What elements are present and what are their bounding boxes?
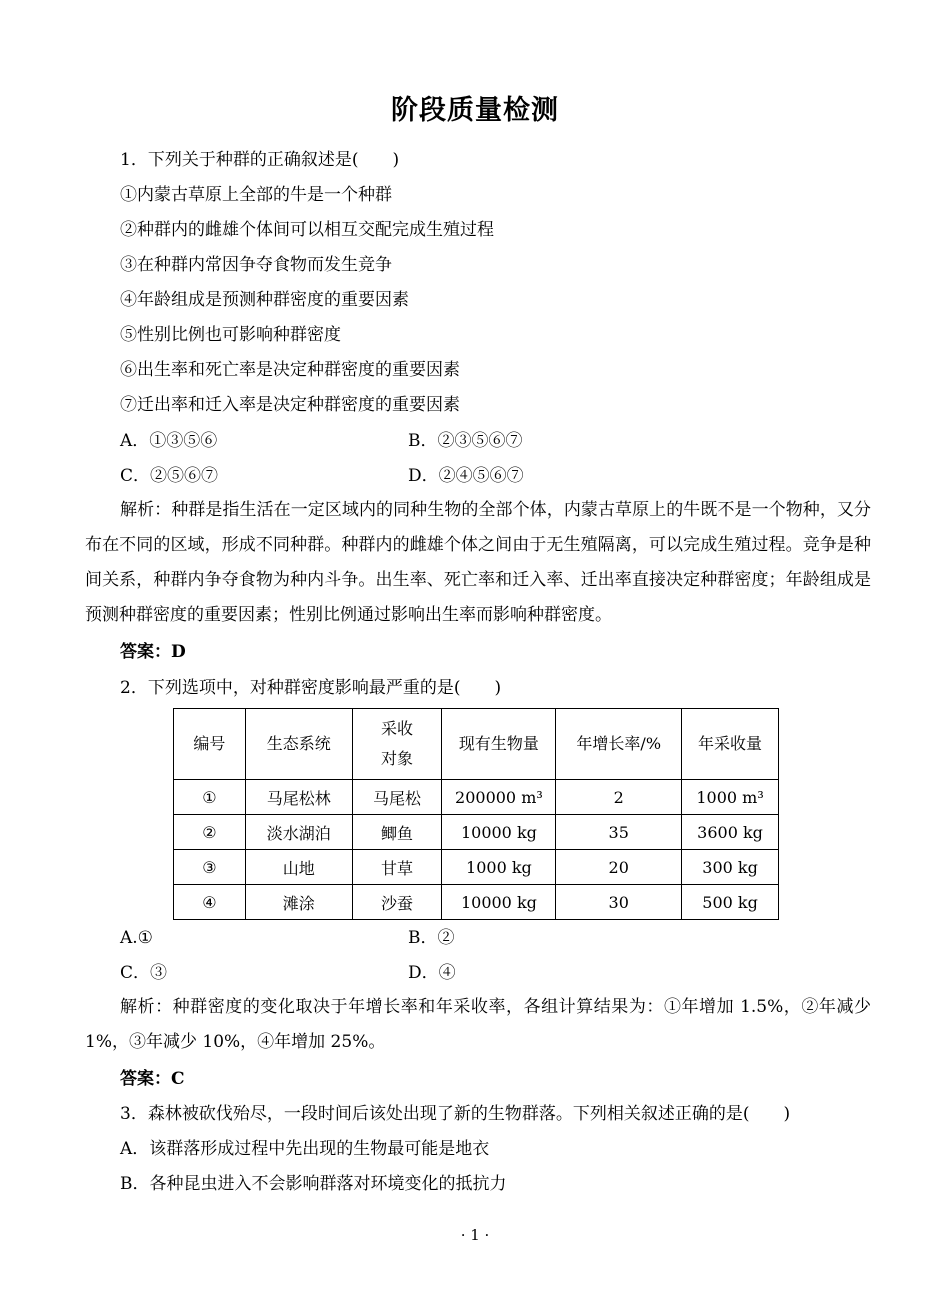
q1-option-b: B．②③⑤⑥⑦ [408, 431, 523, 451]
q2-analysis-text: 解析：种群密度的变化取决于年增长率和年采收率，各组计算结果为：①年增加 1.5%，②年减少 1%，③年减少 10%，④年增加 25%。 [85, 997, 871, 1052]
table-row [174, 885, 779, 920]
table-cell: ② [174, 815, 246, 850]
table-cell: 鲫鱼 [352, 815, 442, 850]
table-row [174, 780, 779, 815]
q1-answer: 答案：D [120, 642, 186, 662]
table-cell: 10000 kg [442, 885, 556, 920]
table-cell: 1000 kg [442, 850, 556, 885]
q2-option-c: C．③ [120, 963, 168, 983]
table-header-cell [352, 709, 442, 780]
page-number: · 1 · [460, 1226, 490, 1244]
q1-option-d: D．②④⑤⑥⑦ [408, 466, 524, 486]
table-cell: 3600 kg [682, 815, 779, 850]
table-header-cell: 编号 [174, 709, 246, 780]
table-cell: ③ [174, 850, 246, 885]
q1-item: ⑤性别比例也可影响种群密度 [120, 325, 341, 345]
page-title: 阶段质量检测 [391, 95, 559, 126]
table-cell: 山地 [245, 850, 352, 885]
q2-option-a: A.① [120, 928, 153, 948]
header-text-wrapped: 采收对象 [381, 719, 414, 768]
table-cell: 马尾松林 [245, 780, 352, 815]
table-header-cell: 年采收量 [682, 709, 779, 780]
table-cell: 马尾松 [352, 780, 442, 815]
table-cell: 200000 m³ [442, 780, 556, 815]
table-header-cell: 年增长率/% [556, 709, 682, 780]
q1-option-c: C．②⑤⑥⑦ [120, 466, 219, 486]
q2-option-d: D．④ [408, 963, 456, 983]
table-cell: 甘草 [352, 850, 442, 885]
q1-analysis-text: 解析：种群是指生活在一定区域内的同种生物的全部个体，内蒙古草原上的牛既不是一个物种，又分布在不同的区域，形成不同种群。种群内的雌雄个体之间由于无生殖隔离，可以完成生殖过程。竞争是种间关系，种群内争夺食物为种内斗争。出生率、死亡率和迁入率、迁出率直接决定种群密度；年龄组成是预测种群密度的重要因素；性别比例通过影响出生率而影响种群密度。 [85, 500, 871, 625]
q1-analysis [85, 493, 871, 633]
table-cell: 500 kg [682, 885, 779, 920]
q2-analysis [85, 990, 871, 1060]
table-row [174, 815, 779, 850]
q2-stem: 2．下列选项中，对种群密度影响最严重的是( ) [120, 678, 502, 698]
table-cell: 1000 m³ [682, 780, 779, 815]
table-cell: 10000 kg [442, 815, 556, 850]
q1-item: ②种群内的雌雄个体间可以相互交配完成生殖过程 [120, 220, 494, 240]
table-cell: 沙蚕 [352, 885, 442, 920]
q3-option-a: A．该群落形成过程中先出现的生物最可能是地衣 [120, 1139, 490, 1159]
table-header-cell: 生态系统 [245, 709, 352, 780]
table-cell: ④ [174, 885, 246, 920]
q1-item: ③在种群内常因争夺食物而发生竞争 [120, 255, 392, 275]
table-cell: 淡水湖泊 [245, 815, 352, 850]
table-cell: ① [174, 780, 246, 815]
q1-item: ①内蒙古草原上全部的牛是一个种群 [120, 185, 392, 205]
table-header-cell: 现有生物量 [442, 709, 556, 780]
q3-stem: 3．森林被砍伐殆尽，一段时间后该处出现了新的生物群落。下列相关叙述正确的是( ) [120, 1104, 791, 1124]
table-cell: 300 kg [682, 850, 779, 885]
table-cell: 35 [556, 815, 682, 850]
q2-option-b: B．② [408, 928, 455, 948]
q1-item: ⑦迁出率和迁入率是决定种群密度的重要因素 [120, 395, 460, 415]
q2-data-table [173, 708, 779, 920]
table-cell: 20 [556, 850, 682, 885]
table-cell: 2 [556, 780, 682, 815]
table-header-row [174, 709, 779, 780]
q1-item: ⑥出生率和死亡率是决定种群密度的重要因素 [120, 360, 460, 380]
q2-answer: 答案：C [120, 1069, 185, 1089]
table-cell: 滩涂 [245, 885, 352, 920]
q1-item: ④年龄组成是预测种群密度的重要因素 [120, 290, 409, 310]
table-row [174, 850, 779, 885]
q3-option-b: B．各种昆虫进入不会影响群落对环境变化的抵抗力 [120, 1174, 507, 1194]
q1-stem: 1．下列关于种群的正确叙述是( ) [120, 150, 400, 170]
table-cell: 30 [556, 885, 682, 920]
q1-option-a: A．①③⑤⑥ [120, 431, 218, 451]
